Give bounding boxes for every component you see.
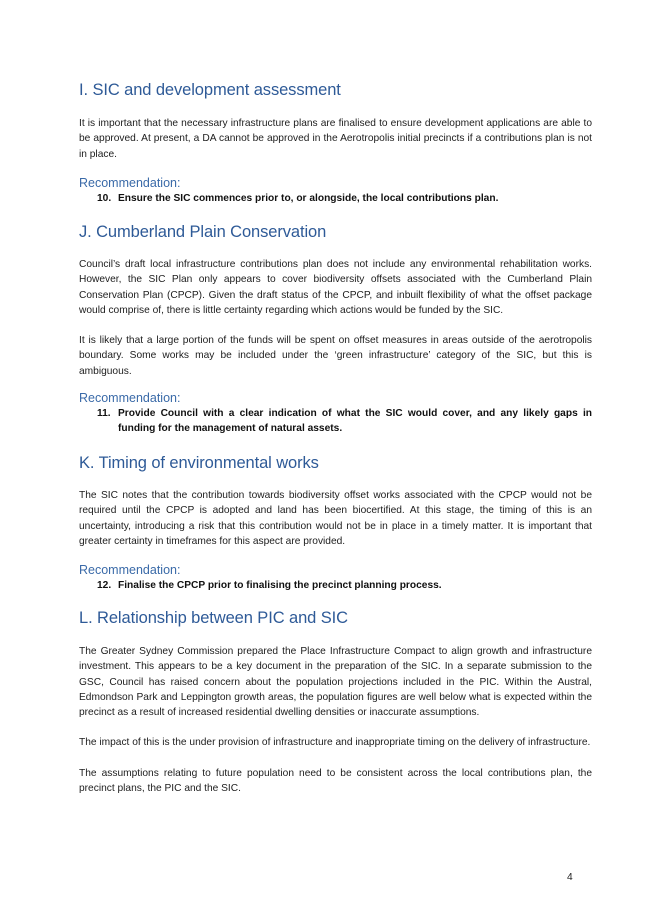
section-l bbox=[79, 608, 592, 796]
section-paragraph: The SIC notes that the contribution towards biodiversity offset works associated with the CPCP would not be required until the CPCP is adopted and land has been biocertified. At this stage, the timing of this is an uncertainty, introducing a risk that this contribution would not be in place in a timely matter. It is important that greater certainty in timeframes for this aspect are provided. bbox=[79, 490, 592, 547]
recommendation-heading: Recommendation: bbox=[79, 176, 181, 190]
recommendation-block-12 bbox=[79, 562, 592, 593]
recommendation-text: Finalise the CPCP prior to finalising the precinct planning process. bbox=[118, 580, 442, 591]
recommendation-item bbox=[79, 191, 592, 206]
section-paragraph: It is likely that a large portion of the funds will be spent on offset measures in areas outside of the aerotropolis boundary. Some works may be included under the ‘green infrastructure’ category of the SIC, but this is ambiguous. bbox=[79, 335, 592, 377]
recommendation-text: Ensure the SIC commences prior to, or alongside, the local contributions plan. bbox=[118, 193, 499, 204]
section-i bbox=[79, 80, 592, 162]
section-heading: K. Timing of environmental works bbox=[79, 454, 319, 472]
section-paragraph: The assumptions relating to future population need to be consistent across the local contributions plan, the precinct plans, the PIC and the SIC. bbox=[79, 767, 592, 795]
section-paragraph: Council’s draft local infrastructure contributions plan does not include any environmental rehabilitation works. However, the SIC Plan only appears to cover biodiversity offsets associated with the Cumberland Plain Conservation Plan (CPCP). Given the draft status of the CPCP, and inbuilt flexibility of what the offset package would comprise of, there is little certainty regarding which actions would be funded by the SIC. bbox=[79, 259, 592, 316]
recommendation-number: 10. bbox=[97, 193, 112, 204]
page-number: 4 bbox=[567, 872, 573, 883]
recommendation-block-11 bbox=[79, 390, 592, 437]
recommendation-block-10 bbox=[79, 175, 592, 206]
section-k bbox=[79, 453, 592, 549]
recommendation-number: 11. bbox=[97, 408, 111, 419]
section-j bbox=[79, 222, 592, 379]
section-paragraph: The impact of this is the under provision of infrastructure and inappropriate timing on the delivery of infrastructure. bbox=[79, 737, 591, 749]
recommendation-item bbox=[79, 578, 592, 593]
section-heading: J. Cumberland Plain Conservation bbox=[79, 223, 327, 241]
recommendation-item bbox=[79, 406, 592, 437]
recommendation-heading: Recommendation: bbox=[79, 563, 181, 577]
recommendation-text: Provide Council with a clear indication of what the SIC would cover, and any likely gaps in funding for the management of natural assets. bbox=[118, 408, 592, 435]
section-heading: L. Relationship between PIC and SIC bbox=[79, 609, 348, 627]
section-heading: I. SIC and development assessment bbox=[79, 81, 341, 99]
section-paragraph: The Greater Sydney Commission prepared the Place Infrastructure Compact to align growth and infrastructure investment. This appears to be a key document in the preparation of the SIC. In a separate submission to the GSC, Council has raised concern about the population projections included in the PIC. Within the Austral, Edmondson Park and Leppington growth areas, the population figures are well below what is expected within the precinct as a result of increased residential dwelling densities or inaccurate assumptions. bbox=[79, 646, 592, 719]
recommendation-heading: Recommendation: bbox=[79, 391, 181, 405]
section-paragraph: It is important that the necessary infrastructure plans are finalised to ensure development applications are able to be approved. At present, a DA cannot be approved in the Aerotropolis initial precincts if a contributions plan is not in place. bbox=[79, 118, 592, 160]
recommendation-number: 12. bbox=[97, 580, 112, 591]
